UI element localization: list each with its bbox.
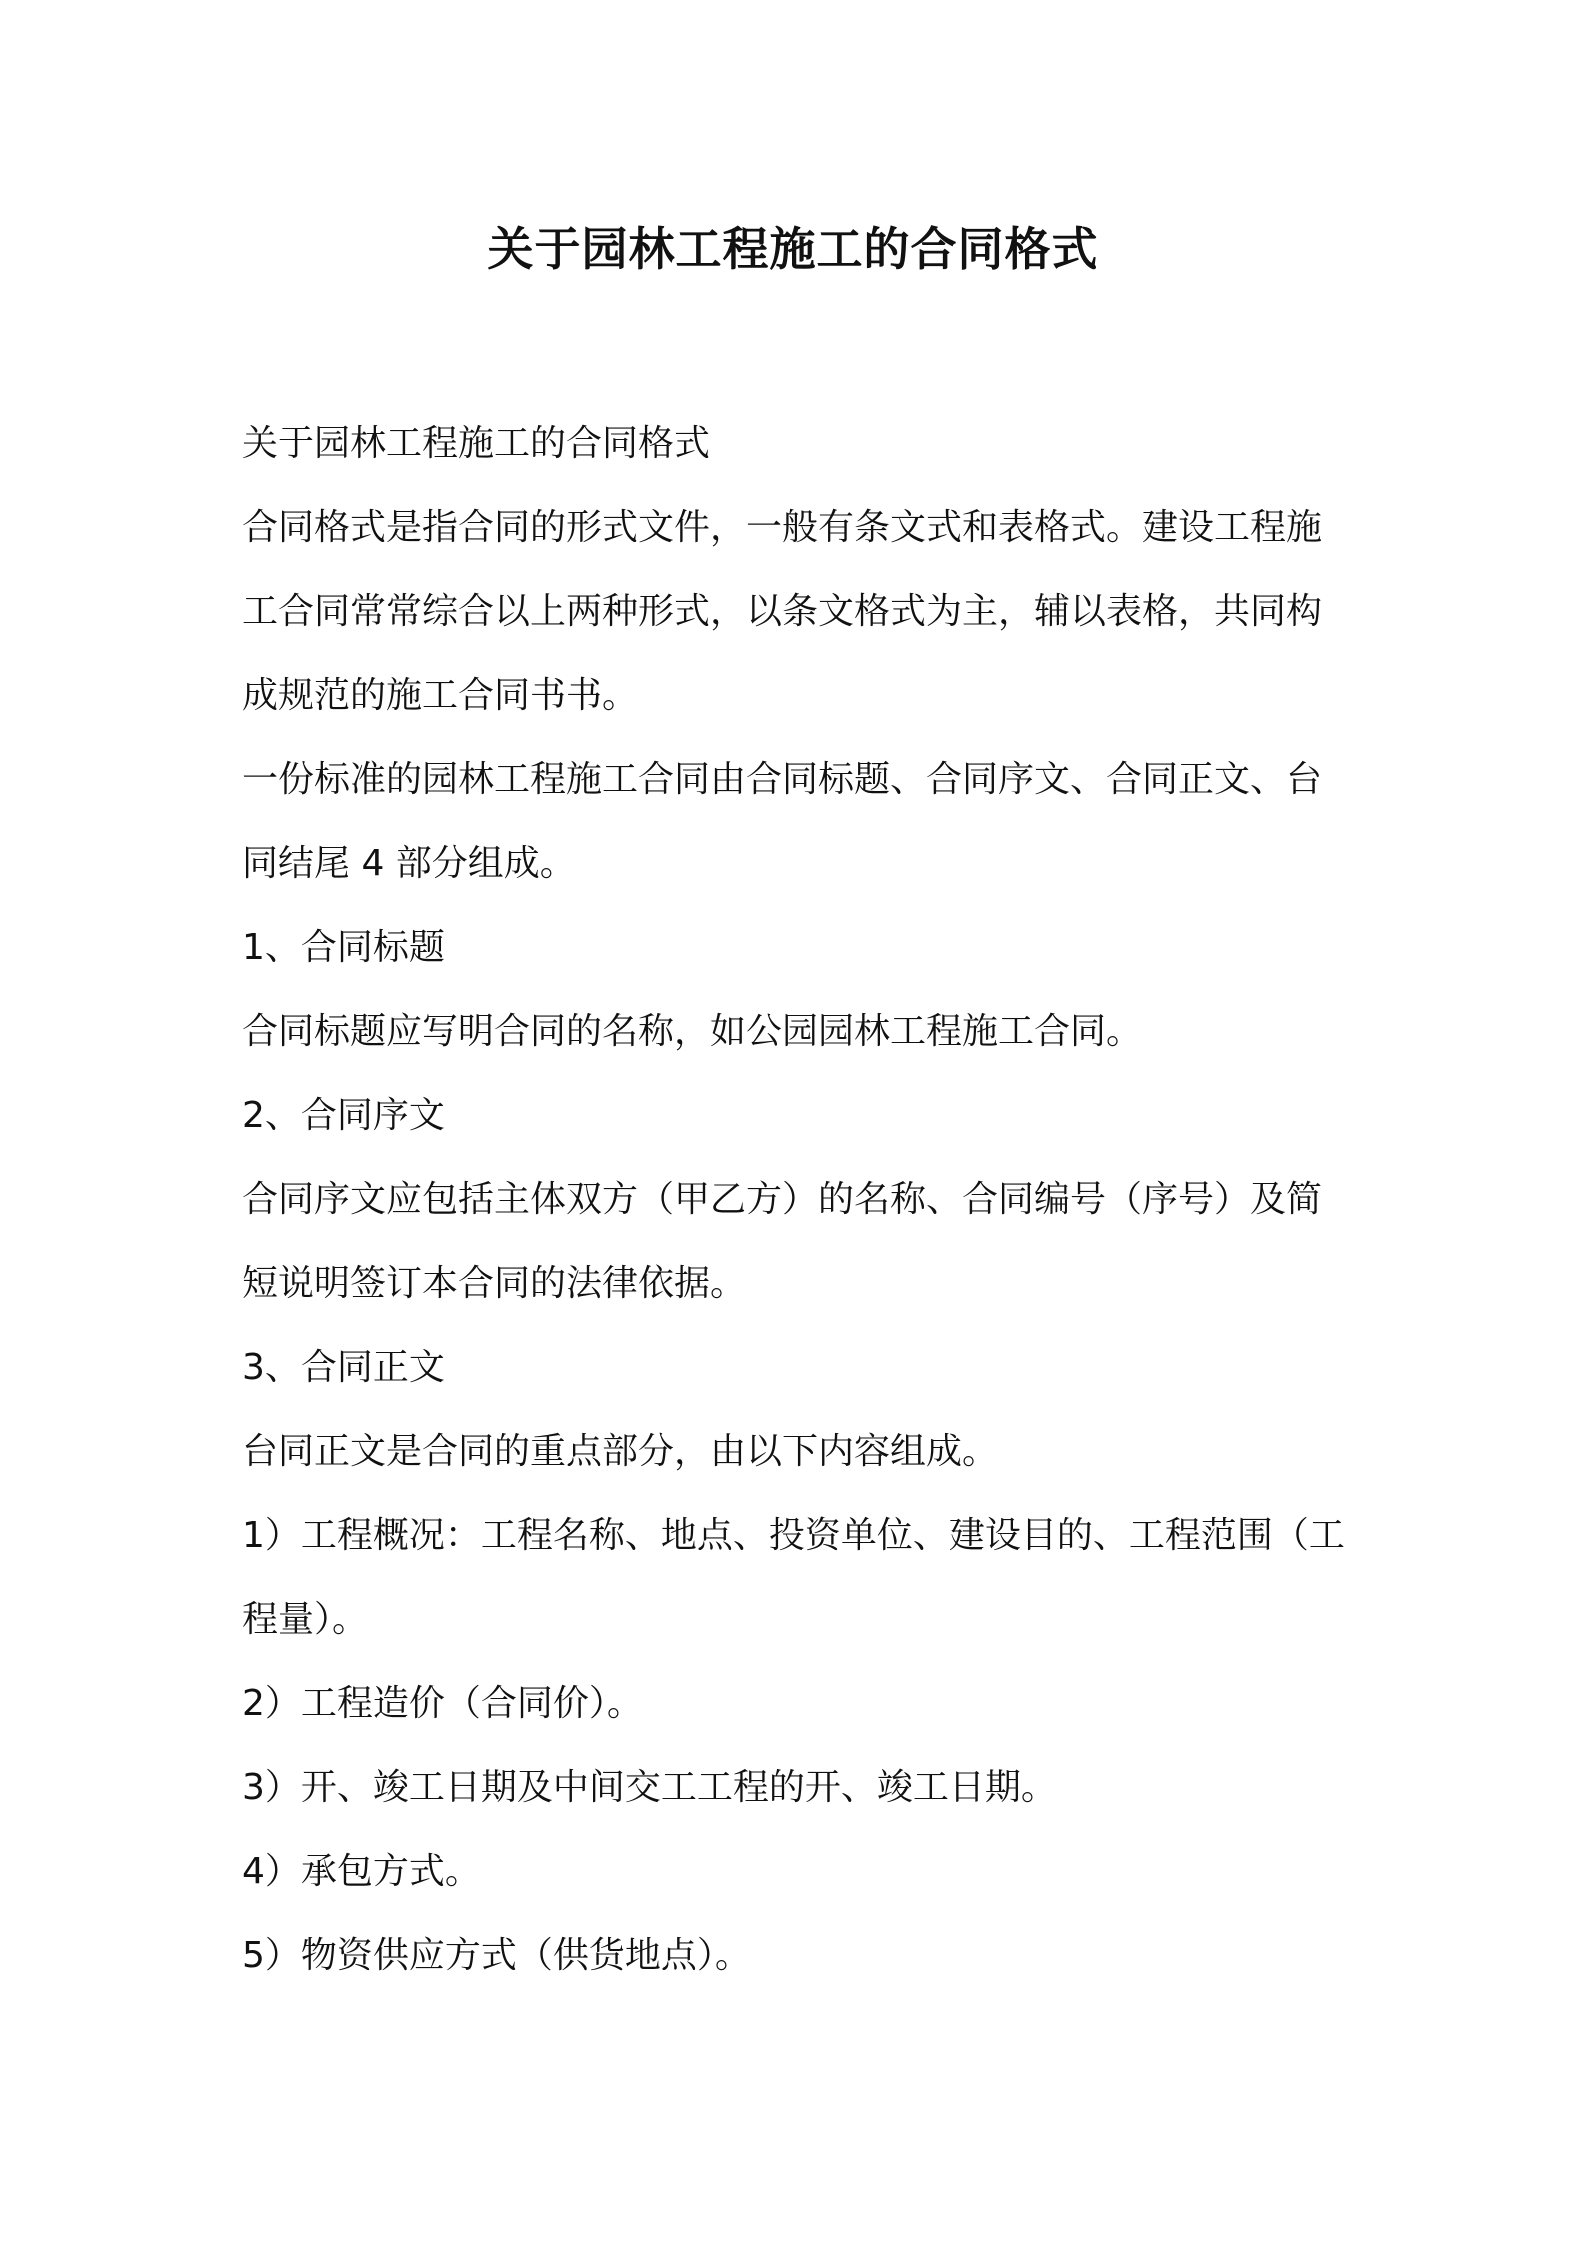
body-line: 台同正文是合同的重点部分，由以下内容组成。 [242,1431,999,1472]
list-item: 5）物资供应方式（供货地点）。 [242,1935,751,1976]
body-line: 合同序文应包括主体双方（甲乙方）的名称、合同编号（序号）及简 [242,1179,1323,1220]
document-body [242,402,1362,1998]
list-item: 2）工程造价（合同价）。 [242,1683,643,1724]
body-line: 同结尾 4 部分组成。 [242,843,576,884]
section-heading: 2、合同序文 [242,1095,445,1136]
list-item: 4）承包方式。 [242,1851,481,1892]
body-line: 合同标题应写明合同的名称，如公园园林工程施工合同。 [242,1011,1143,1052]
list-item: 3）开、竣工日期及中间交工工程的开、竣工日期。 [242,1767,1057,1808]
body-line: 合同格式是指合同的形式文件，一般有条文式和表格式。建设工程施 [242,507,1323,548]
list-item: 1）工程概况：工程名称、地点、投资单位、建设目的、工程范围（工 [242,1515,1345,1556]
body-line: 成规范的施工合同书书。 [242,675,639,716]
body-line: 工合同常常综合以上两种形式，以条文格式为主，辅以表格，共同构 [242,591,1323,632]
section-heading: 1、合同标题 [242,927,445,968]
body-line: 关于园林工程施工的合同格式 [242,423,711,464]
section-heading: 3、合同正文 [242,1347,445,1388]
document-title: 关于园林工程施工的合同格式 [487,222,1099,276]
body-line: 短说明签订本合同的法律依据。 [242,1263,747,1304]
list-item-continuation: 程量）。 [242,1599,369,1640]
body-line: 一份标准的园林工程施工合同由合同标题、合同序文、合同正文、台 [242,759,1323,800]
